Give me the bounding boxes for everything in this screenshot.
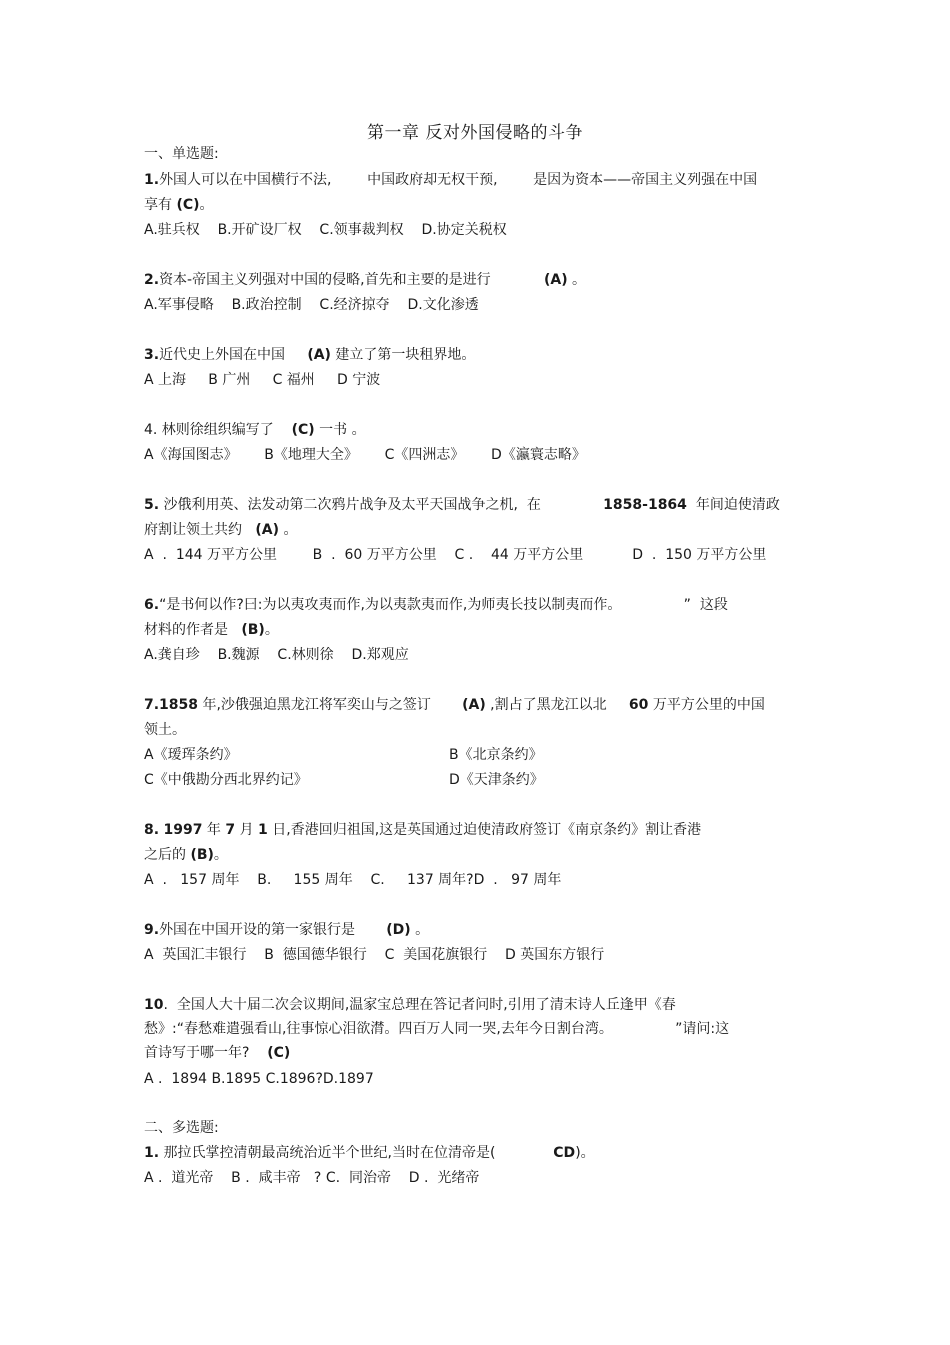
question-text: 外国在中国开设的第一家银行是 [159, 922, 387, 938]
question-3-options: A 上海 B 广州 C 福州 D 宁波 [144, 372, 381, 388]
question-8-line-2 [144, 845, 228, 865]
month: 7 [225, 822, 236, 838]
question-number: 8. [144, 822, 160, 838]
question-text: 资本-帝国主义列强对中国的侵略,首先和主要的是进行 [159, 272, 544, 288]
answer: (A) [307, 347, 331, 363]
question-10-line-3 [144, 1043, 290, 1063]
question-number: 7.1858 [144, 697, 199, 713]
answer: CD [553, 1145, 576, 1161]
question-8-options: A . 157 周年 B. 155 周年 C. 137 周年?D . 97 周年 [144, 872, 562, 888]
section-heading-single-choice: 一、单选题: [144, 146, 219, 162]
answer: (A) [255, 522, 279, 538]
question-text: 材料的作者是 [144, 622, 242, 638]
question-text: 那拉氏掌控清朝最高统治近半个世纪,当时在位清帝是( [159, 1145, 554, 1161]
question-text: 府割让领土共约 [144, 522, 256, 538]
question-text: 年间迫使清政 [686, 497, 780, 513]
question-text: 。 [264, 622, 279, 638]
question-number: 3. [144, 347, 160, 363]
day: 1 [258, 822, 268, 838]
question-1-line-2 [144, 195, 214, 215]
question-6-options: A.龚自珍 B.魏源 C.林则徐 D.郑观应 [144, 647, 409, 663]
answer: (C) [291, 422, 315, 438]
question-text: 外国人可以在中国横行不法, 中国政府却无权干预, 是因为资本——帝国主义列强在中国 [159, 172, 758, 188]
question-7-line-1 [144, 695, 765, 715]
question-text: 年 [202, 822, 226, 838]
multi-question-1-line-1 [144, 1143, 595, 1163]
question-text: 沙俄利用英、法发动第二次鸦片战争及太平天国战争之机, 在 [159, 497, 604, 513]
question-6-line-1 [144, 595, 728, 615]
question-10-options: A . 1894 B.1895 C.1896?D.1897 [144, 1071, 374, 1087]
question-text: 万平方公里的中国 [648, 697, 765, 713]
question-6-line-2 [144, 620, 279, 640]
question-7-option-b: B《北京条约》 [449, 747, 543, 763]
question-text: 。 [199, 197, 214, 213]
section-heading-multiple-choice: 二、多选题: [144, 1120, 219, 1136]
question-number: 2. [144, 272, 160, 288]
question-7-option-a: A《瑷珲条约》 [144, 747, 238, 763]
question-text: )。 [575, 1145, 595, 1161]
question-number: 1. [144, 172, 160, 188]
question-4-line-1 [144, 420, 366, 440]
answer: (A) [543, 272, 568, 288]
question-2-line-1 [144, 270, 586, 290]
question-text: 年,沙俄强迫黑龙江将军奕山与之签订 [198, 697, 463, 713]
question-2-options: A.军事侵略 B.政治控制 C.经济掠夺 D.文化渗透 [144, 297, 479, 313]
question-text: 近代史上外国在中国 [159, 347, 308, 363]
question-text: 。 [410, 922, 430, 938]
question-text: 。 [279, 522, 298, 538]
question-text: 建立了第一块租界地。 [330, 347, 476, 363]
area-number: 60 [628, 697, 649, 713]
answer: (D) [386, 922, 411, 938]
year: 1997 [163, 822, 203, 838]
question-text: 。 [567, 272, 587, 288]
question-text: 一书 。 [314, 422, 366, 438]
question-9-options: A 英国汇丰银行 B 德国德华银行 C 美国花旗银行 D 英国东方银行 [144, 947, 605, 963]
question-5-options: A . 144 万平方公里 B . 60 万平方公里 C . 44 万平方公里 D . 150 万平方公里 [144, 547, 767, 563]
chapter-title: 第一章 反对外国侵略的斗争 [367, 123, 583, 143]
question-9-line-1 [144, 920, 429, 940]
question-text: 首诗写于哪一年? [144, 1045, 268, 1061]
question-number: 6. [144, 597, 160, 613]
question-text: 享有 [144, 197, 177, 213]
question-number: 5. [144, 497, 160, 513]
question-text: 之后的 [144, 847, 191, 863]
question-text: 月 [235, 822, 259, 838]
question-5-line-2 [144, 520, 297, 540]
question-text: 日,香港回归祖国,这是英国通过迫使清政府签订《南京条约》割让香港 [267, 822, 702, 838]
question-number: 9. [144, 922, 160, 938]
question-7-line-2: 领土。 [144, 722, 186, 738]
question-8-line-1 [144, 820, 701, 840]
question-1-line-1 [144, 170, 757, 190]
question-10-line-2: 愁》:“春愁难遣强看山,往事惊心泪欲潸。四百万人同一哭,去年今日割台湾。 ”请问:这 [144, 1021, 730, 1037]
question-10-line-1 [144, 995, 676, 1015]
answer: (C) [267, 1045, 291, 1061]
question-text: 。 [213, 847, 228, 863]
question-number: 4. [144, 422, 158, 438]
question-number: 10 [144, 997, 164, 1013]
answer: (A) [462, 697, 486, 713]
question-1-options: A.驻兵权 B.开矿设厂权 C.领事裁判权 D.协定关税权 [144, 222, 507, 238]
question-text: ,割占了黑龙江以北 [485, 697, 629, 713]
question-3-line-1 [144, 345, 475, 365]
year-range: 1858-1864 [603, 497, 687, 513]
question-number: 1. [144, 1145, 160, 1161]
question-4-options: A《海国图志》 B《地理大全》 C《四洲志》 D《瀛寰志略》 [144, 447, 586, 463]
answer: (B) [241, 622, 265, 638]
answer: (B) [190, 847, 214, 863]
question-7-option-c: C《中俄勘分西北界约记》 [144, 772, 308, 788]
answer: (C) [176, 197, 200, 213]
question-5-line-1 [144, 495, 780, 515]
question-7-option-d: D《天津条约》 [449, 772, 544, 788]
question-text: “是书何以作?曰:为以夷攻夷而作,为以夷款夷而作,为师夷长技以制夷而作。 ” 这段 [159, 597, 728, 613]
question-text: 林则徐组织编写了 [157, 422, 292, 438]
multi-question-1-options: A . 道光帝 B . 咸丰帝 ? C. 同治帝 D . 光绪帝 [144, 1170, 480, 1186]
question-text: . 全国人大十届二次会议期间,温家宝总理在答记者问时,引用了清末诗人丘逢甲《春 [163, 997, 676, 1013]
